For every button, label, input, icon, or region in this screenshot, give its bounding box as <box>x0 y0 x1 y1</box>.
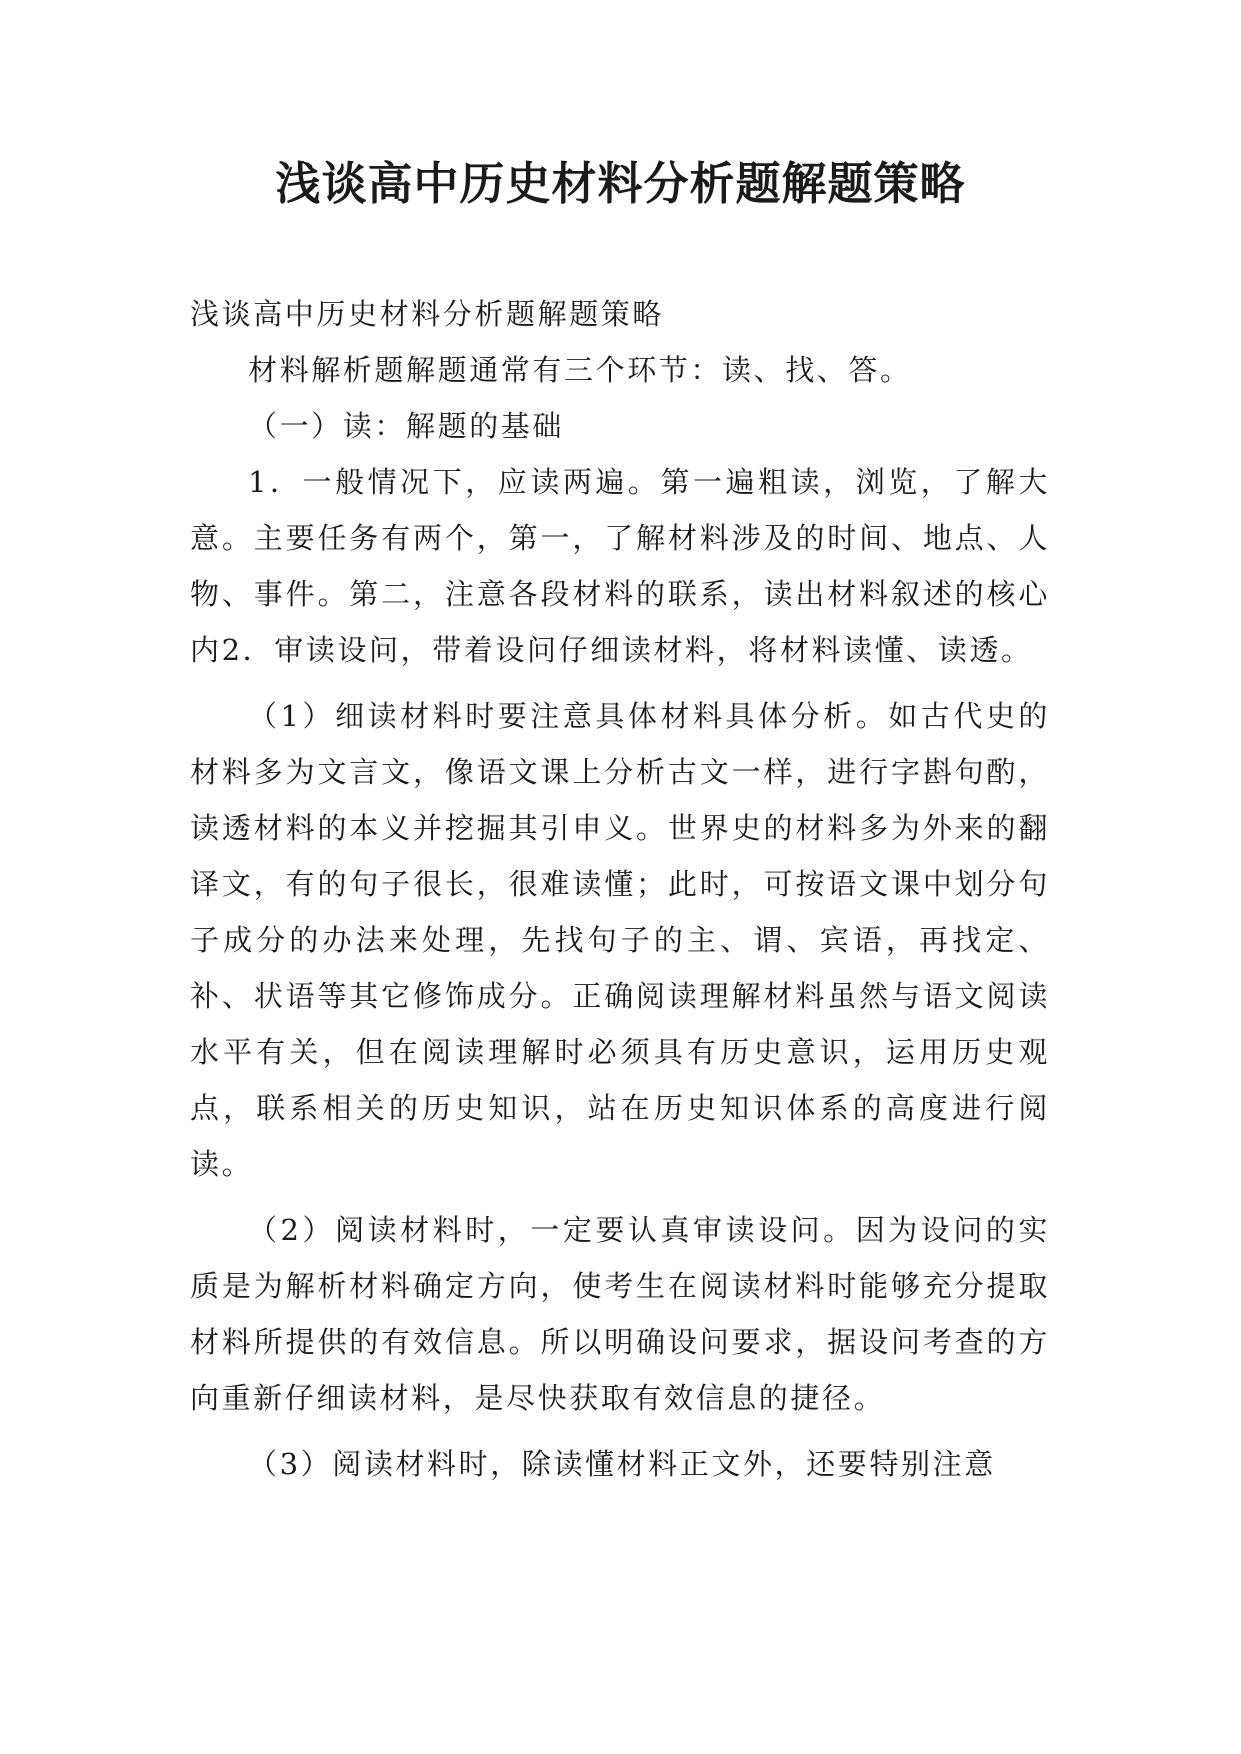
paragraph-item-1: （1）细读材料时要注意具体材料具体分析。如古代史的材料多为文言文，像语文课上分析古文一样，进行字斟句酌，读透材料的本义并挖掘其引申义。世界史的材料多为外来的翻译文，有的句子很长，很难读懂；此时，可按语文课中划分句子成分的办法来处理，先找句子的主、谓、宾语，再找定、补、状语等其它修饰成分。正确阅读理解材料虽然与语文阅读水平有关，但在阅读理解时必须具有历史意识，运用历史观点，联系相关的历史知识，站在历史知识体系的高度进行阅读。 <box>190 699 1050 1181</box>
paragraph-item-2: （2）阅读材料时，一定要认真审读设问。因为设问的实质是为解析材料确定方向，使考生在阅读材料时能够充分提取材料所提供的有效信息。所以明确设问要求，据设问考查的方向重新仔细读材料，是尽快获取有效信息的捷径。 <box>190 1213 1050 1415</box>
paragraph-item-3: （3）阅读材料时，除读懂材料正文外，还要特别注意 <box>248 1447 996 1481</box>
document-body <box>190 286 1050 1492</box>
body-heading: 浅谈高中历史材料分析题解题策略 <box>190 297 665 331</box>
document-title: 浅谈高中历史材料分析题解题策略 <box>275 157 966 210</box>
paragraph-intro: 材料解析题解题通常有三个环节：读、找、答。 <box>248 353 912 387</box>
section-heading-read: （一）读：解题的基础 <box>248 409 565 443</box>
paragraph-point-1: 1．一般情况下，应读两遍。第一遍粗读，浏览，了解大意。主要任务有两个，第一，了解材料涉及的时间、地点、人物、事件。第二，注意各段材料的联系，读出材料叙述的核心内2．审读设问，带着设问仔细读材料，将材料读懂、读透。 <box>190 465 1050 667</box>
